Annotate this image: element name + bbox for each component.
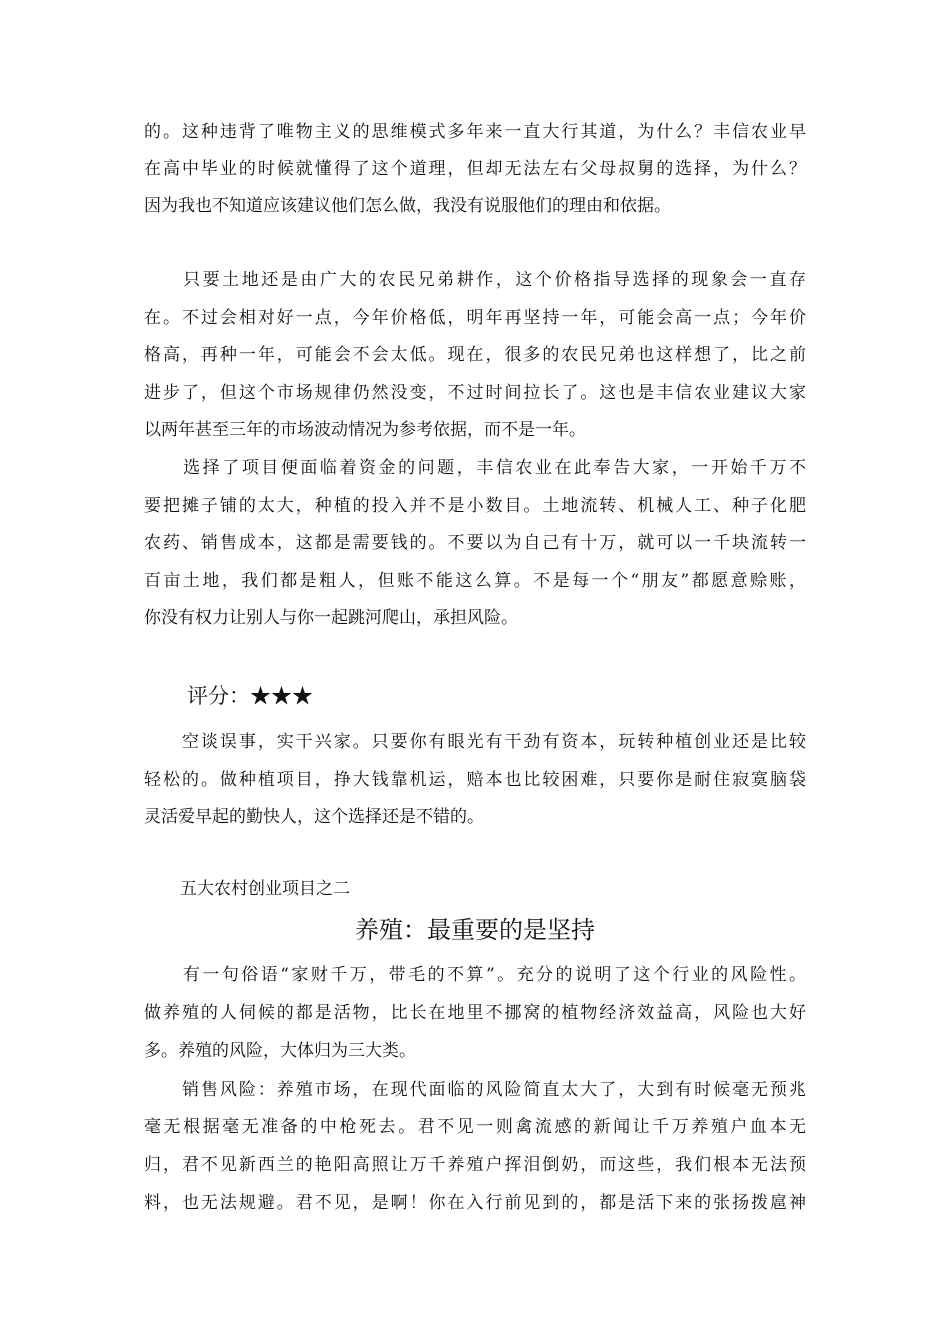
paragraph-4-line-2: 轻松的。做种植项目，挣大钱靠机运，赔本也比较困难，只要你是耐住寂寞脑袋: [144, 770, 806, 790]
paragraph-4-line-1: 空谈误事，实干兴家。只要你有眼光有干劲有资本，玩转种植创业还是比较: [144, 732, 806, 752]
rating-line: 评分：★★★: [187, 684, 313, 708]
paragraph-3-line-2: 要把摊子铺的太大，种植的投入并不是小数目。土地流转、机械人工、种子化肥: [144, 496, 806, 516]
section-heading: 养殖：最重要的是坚持: [355, 916, 595, 944]
paragraph-6-line-1: 销售风险：养殖市场，在现代面临的风险简直太大了，大到有时候毫无预兆: [144, 1080, 806, 1100]
paragraph-2-line-1: 只要土地还是由广大的农民兄弟耕作，这个价格指导选择的现象会一直存: [144, 270, 806, 290]
paragraph-3-line-3: 农药、销售成本，这都是需要钱的。不要以为自己有十万，就可以一千块流转一: [144, 533, 806, 553]
paragraph-2-line-2: 在。不过会相对好一点，今年价格低，明年再坚持一年，可能会高一点；今年价: [144, 308, 806, 328]
paragraph-1-line-3: 因为我也不知道应该建议他们怎么做，我没有说服他们的理由和依据。: [144, 196, 671, 216]
paragraph-3-line-4: 百亩土地，我们都是粗人，但账不能这么算。不是每一个“朋友”都愿意赊账，: [144, 571, 806, 591]
paragraph-1-line-1: 的。这种违背了唯物主义的思维模式多年来一直大行其道，为什么？丰信农业早: [144, 122, 806, 142]
paragraph-6-line-3: 归，君不见新西兰的艳阳高照让万千养殖户挥泪倒奶，而这些，我们根本无法预: [144, 1155, 806, 1175]
paragraph-4-line-3: 灵活爱早起的勤快人，这个选择还是不错的。: [144, 807, 484, 827]
paragraph-2-line-5: 以两年甚至三年的市场波动情况为参考依据，而不是一年。: [144, 420, 586, 440]
paragraph-3-line-1: 选择了项目便面临着资金的问题，丰信农业在此奉告大家，一开始千万不: [144, 458, 806, 478]
paragraph-5-line-3: 多。养殖的风险，大体归为三大类。: [144, 1041, 416, 1061]
section-label: 五大农村创业项目之二: [180, 879, 350, 899]
paragraph-5-line-2: 做养殖的人伺候的都是活物，比长在地里不挪窝的植物经济效益高，风险也大好: [144, 1003, 806, 1023]
paragraph-6-line-2: 毫无根据毫无准备的中枪死去。君不见一则禽流感的新闻让千万养殖户血本无: [144, 1117, 806, 1137]
paragraph-2-line-4: 进步了，但这个市场规律仍然没变，不过时间拉长了。这也是丰信农业建议大家: [144, 383, 806, 403]
paragraph-6-line-4: 料，也无法规避。君不见，是啊！你在入行前见到的，都是活下来的张扬拨扈神: [144, 1193, 806, 1213]
paragraph-1-line-2: 在高中毕业的时候就懂得了这个道理，但却无法左右父母叔舅的选择，为什么？: [144, 159, 806, 179]
paragraph-3-line-5: 你没有权力让别人与你一起跳河爬山，承担风险。: [144, 608, 518, 628]
paragraph-5-line-1: 有一句俗语“家财千万，带毛的不算”。充分的说明了这个行业的风险性。: [144, 965, 806, 985]
paragraph-2-line-3: 格高，再种一年，可能会不会太低。现在，很多的农民兄弟也这样想了，比之前: [144, 345, 806, 365]
